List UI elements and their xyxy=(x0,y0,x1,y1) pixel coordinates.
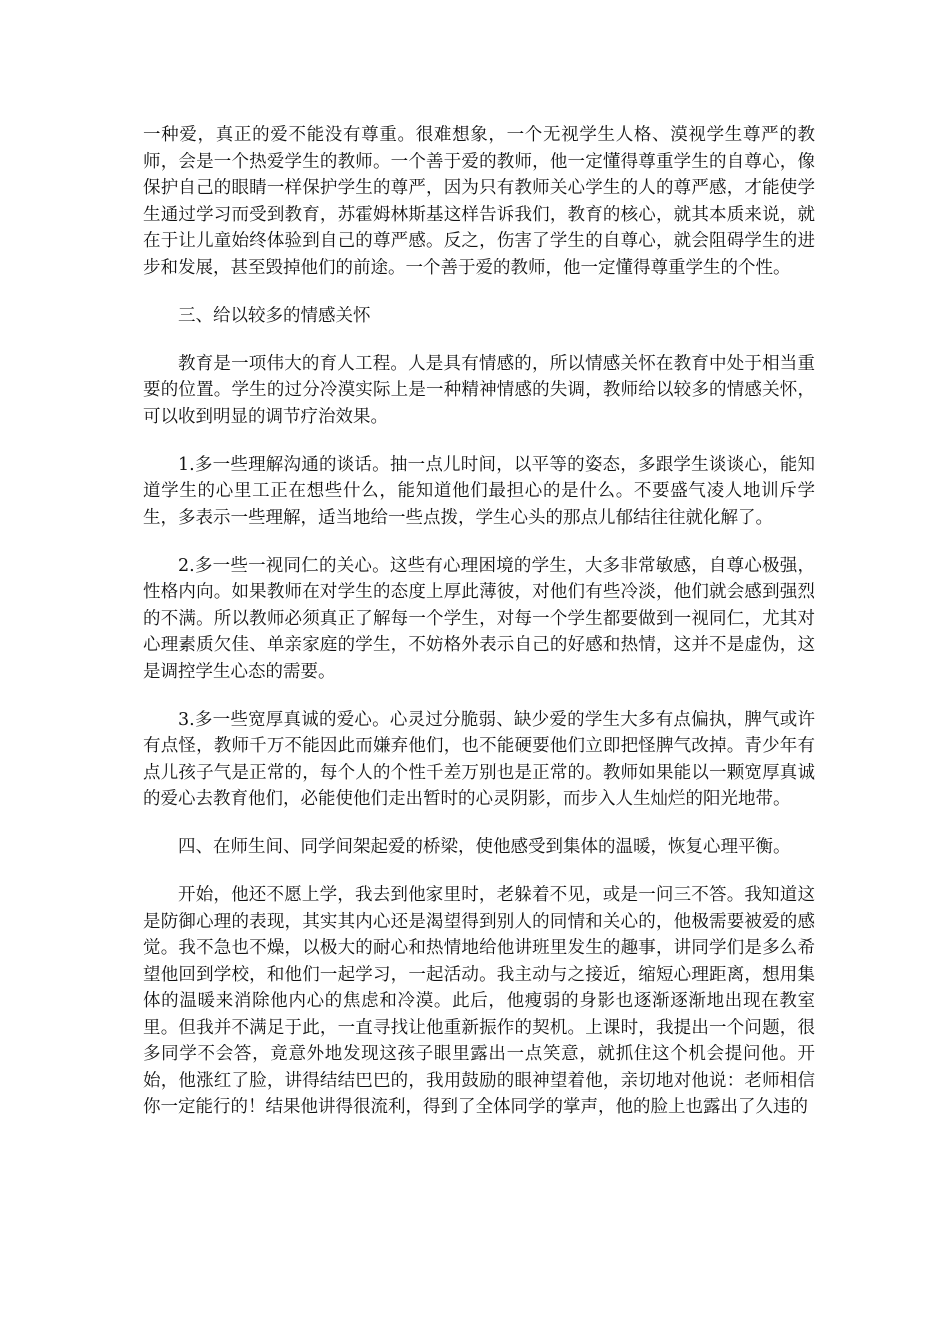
document-body xyxy=(143,122,815,1142)
paragraph-point-1: 1.多一些理解沟通的谈话。抽一点儿时间，以平等的姿态，多跟学生谈谈心，能知道学生的心里工正在想些什么，能知道他们最担心的是什么。不要盛气凌人地训斥学生，多表示一些理解，适当地给一些点拨，学生心头的那点儿郁结往往就化解了。 xyxy=(143,454,815,528)
paragraph-point-3: 3.多一些宽厚真诚的爱心。心灵过分脆弱、缺少爱的学生大多有点偏执，脾气或许有点怪，教师千万不能因此而嫌弃他们，也不能硬要他们立即把怪脾气改掉。青少年有点儿孩子气是正常的，每个人的个性千差万别也是正常的。教师如果能以一颗宽厚真诚的爱心去教育他们，必能使他们走出暂时的心灵阴影，而步入人生灿烂的阳光地带。 xyxy=(143,709,815,809)
paragraph-respect: 一种爱，真正的爱不能没有尊重。很难想象，一个无视学生人格、漠视学生尊严的教师，会是一个热爱学生的教师。一个善于爱的教师，他一定懂得尊重学生的自尊心，像保护自己的眼睛一样保护学生的尊严，因为只有教师关心学生的人的尊严感，才能使学生通过学习而受到教育，苏霍姆林斯基这样告诉我们，教育的核心，就其本质来说，就在于让儿童始终体验到自己的尊严感。反之，伤害了学生的自尊心，就会阻碍学生的进步和发展，甚至毁掉他们的前途。一个善于爱的教师，他一定懂得尊重学生的个性。 xyxy=(143,125,815,278)
section-heading-bridge-of-love: 四、在师生间、同学间架起爱的桥梁，使他感受到集体的温暖，恢复心理平衡。 xyxy=(178,837,791,857)
paragraph-point-2: 2.多一些一视同仁的关心。这些有心理困境的学生，大多非常敏感，自尊心极强，性格内向。如果教师在对学生的态度上厚此薄彼，对他们有些冷淡，他们就会感到强烈的不满。所以教师必须真正了解每一个学生，对每一个学生都要做到一视同仁，尤其对心理素质欠佳、单亲家庭的学生，不妨格外表示自己的好感和热情，这并不是虚伪，这是调控学生心态的需要。 xyxy=(143,555,815,682)
section-heading-emotional-care: 三、给以较多的情感关怀 xyxy=(178,305,371,326)
paragraph-emotional-care: 教育是一项伟大的育人工程。人是具有情感的，所以情感关怀在教育中处于相当重要的位置。学生的过分冷漠实际上是一种精神情感的失调，教师给以较多的情感关怀，可以收到明显的调节疗治效果。 xyxy=(143,353,815,427)
paragraph-story: 开始，他还不愿上学，我去到他家里时，老躲着不见，或是一问三不答。我知道这是防御心理的表现，其实其内心还是渴望得到别人的同情和关心的，他极需要被爱的感觉。我不急也不燥，以极大的耐心和热情地给他讲班里发生的趣事，讲同学们是多么希望他回到学校，和他们一起学习，一起活动。我主动与之接近，缩短心理距离，想用集体的温暖来消除他内心的焦虑和冷漠。此后，他瘦弱的身影也逐渐逐渐地出现在教室里。但我并不满足于此，一直寻找让他重新振作的契机。上课时，我提出一个问题，很多同学不会答，竟意外地发现这孩子眼里露出一点笑意，就抓住这个机会提问他。开始，他涨红了脸，讲得结结巴巴的，我用鼓励的眼神望着他，亲切地对他说：老师相信你一定能行的！结果他讲得很流利，得到了全体同学的掌声，他的脸上也露出了久违的 xyxy=(143,885,815,1117)
